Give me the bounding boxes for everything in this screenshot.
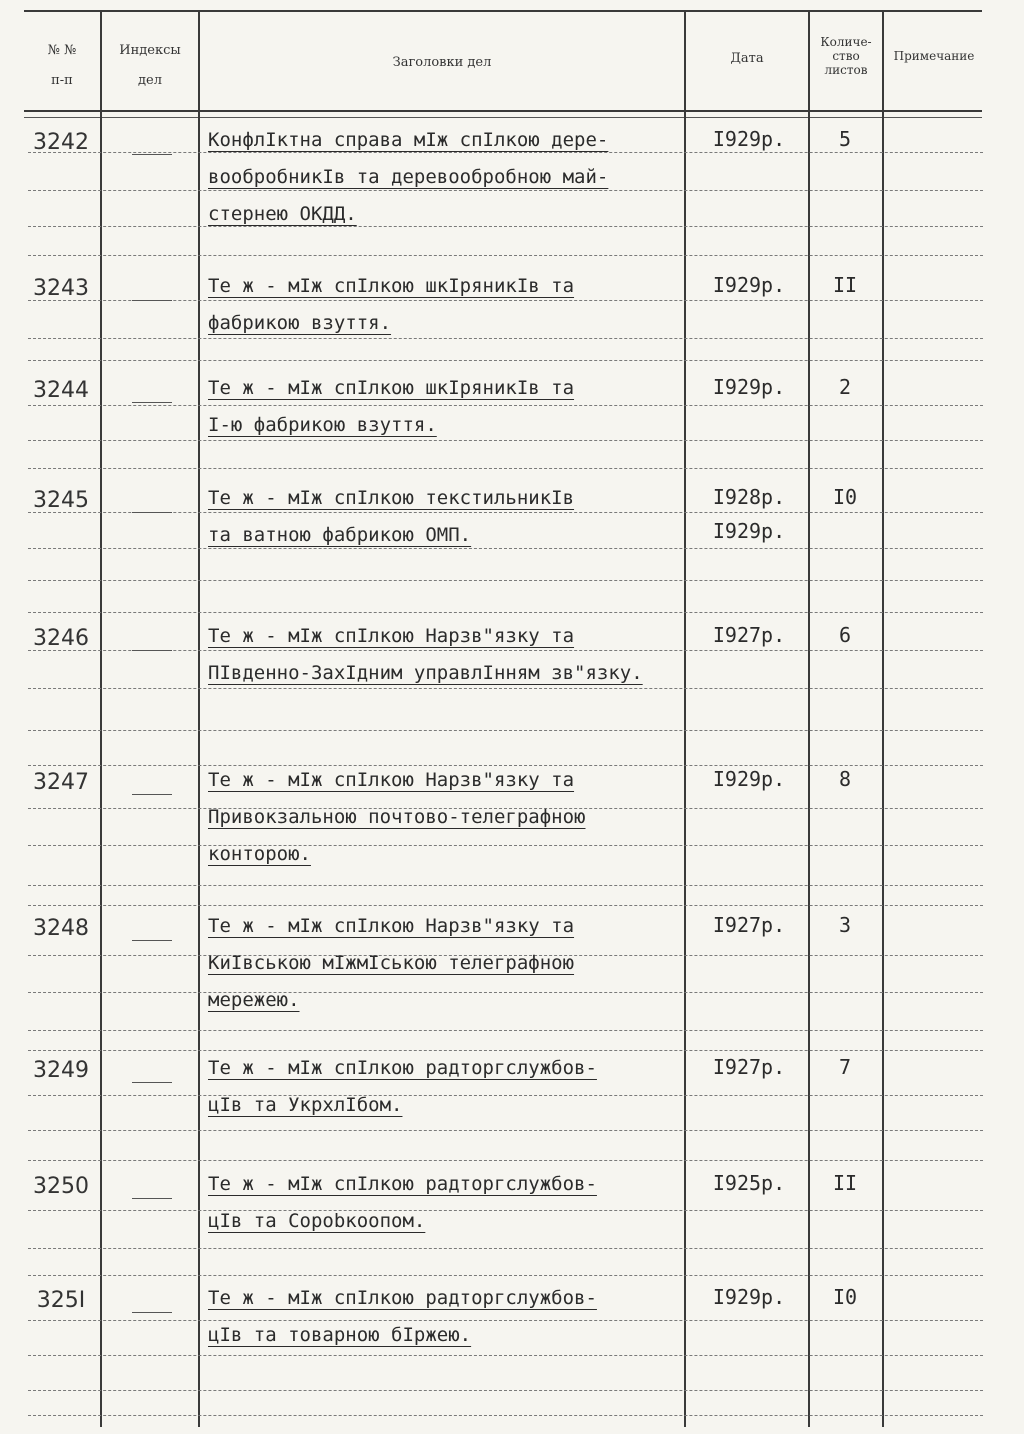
case-date [690,908,808,942]
row-ruling [28,468,983,469]
case-title-line: Те ж - мIж спIлкою радторгслужбов- [208,1287,597,1309]
case-date [690,1280,808,1314]
row-number: 3246 [33,626,89,651]
case-date-value: I928р. [712,485,786,509]
case-date-value: I929р. [712,127,786,151]
index-dash [132,154,172,155]
case-title-line: I-ю фабрикою взуття. [208,414,437,436]
row-ruling [28,885,983,886]
case-title-line: Те ж - мIж спIлкою Нарзв"язку та [208,915,575,937]
header-sheets-line1: Количе- [820,35,872,49]
header-bottom-rule-2 [24,117,982,118]
index-dash [132,794,172,795]
sheet-count: I0 [832,485,858,509]
case-date-value: I925р. [712,1171,786,1195]
case-title-line: цIв та УкрхлIбом. [208,1094,403,1116]
row-ruling [28,1275,983,1276]
row-number: 3245 [33,488,89,513]
case-date-value: I927р. [712,1055,786,1079]
case-title-line: КонфлIктна справа мIж спIлкою дере- [208,129,609,151]
case-title-line: мережею. [208,989,300,1011]
case-date-value: I927р. [712,623,786,647]
sheet-count: II [832,1171,858,1195]
row-ruling [28,905,983,906]
row-number: 3247 [33,770,89,795]
row-ruling [28,1355,983,1356]
row-number: 3249 [33,1058,89,1083]
sheet-count: II [832,273,858,297]
case-title-line: Те ж - мIж спIлкою шкIряникIв та [208,377,575,399]
row-number: 3248 [33,916,89,941]
row-ruling [28,580,983,581]
row-number: 3243 [33,276,89,301]
col-divider-date [808,12,810,1427]
row-ruling [28,612,983,613]
case-title-line: Те ж - мIж спIлкою радторгслужбов- [208,1173,597,1195]
header-sheets-line2: ство [832,48,860,63]
col-divider-index [198,12,200,1427]
header-notes: Примечание [893,49,975,63]
case-date [690,480,808,548]
case-title-line: Те ж - мIж спIлкою радторгслужбов- [208,1057,597,1079]
sheet-count: 8 [838,767,852,791]
index-dash [132,1198,172,1199]
case-title [208,618,688,692]
row-ruling [28,1248,983,1249]
case-date [690,762,808,796]
index-dash [132,1082,172,1083]
case-title [208,1050,688,1124]
case-title-line: Те ж - мIж спIлкою текстильникIв [208,487,575,509]
index-dash [132,650,172,651]
header-index-line2: дел [138,72,162,88]
sheet-count: 6 [838,623,852,647]
case-date [690,618,808,652]
header-title: Заголовки дел [392,55,492,70]
sheet-count: 5 [838,127,852,151]
case-title [208,122,688,233]
case-date-value: I929р. [712,767,786,791]
header-num-line2: п-п [51,72,73,88]
case-date-value: I929р. [712,375,786,399]
case-title [208,370,688,444]
case-title-line: конторою. [208,843,311,865]
case-date [690,268,808,302]
row-ruling [28,730,983,731]
case-title-line: Те ж - мIж спIлкою Нарзв"язку та [208,625,575,647]
row-ruling [28,360,983,361]
case-title [208,762,688,873]
row-number: 3242 [33,130,89,155]
case-title-line: та ватною фабрикою ОМП. [208,524,472,546]
col-divider-sheets [882,12,884,1427]
case-date-value: I929р. [712,1285,786,1309]
header-sheets [810,36,882,77]
row-ruling [28,255,983,256]
header-num [26,44,98,89]
case-title [208,1166,688,1240]
row-ruling [28,1415,983,1416]
sheet-count: 7 [838,1055,852,1079]
case-date [690,1166,808,1200]
case-title-line: ПIвденно-ЗахIдним управлIнням зв"язку. [208,662,643,684]
sheet-count: I0 [832,1285,858,1309]
header-sheets-line3: листов [824,62,868,77]
header-date: Дата [730,51,764,66]
case-date [690,1050,808,1084]
header-num-line1: № № [47,43,77,58]
row-number: 3250 [33,1174,89,1199]
col-divider-num [100,12,102,1427]
case-date [690,370,808,404]
top-rule [24,10,982,12]
case-title-line: КиIвською мIжмIською телеграфною [208,952,575,974]
sheet-count: 3 [838,913,852,937]
case-title-line: Привокзальною почтово-телеграфною [208,806,586,828]
index-dash [132,402,172,403]
case-title [208,908,688,1019]
index-dash [132,300,172,301]
header-index [102,44,198,89]
case-date-value: I927р. [712,913,786,937]
case-title-line: Те ж - мIж спIлкою Нарзв"язку та [208,769,575,791]
index-dash [132,512,172,513]
index-dash [132,940,172,941]
row-ruling [28,1130,983,1131]
case-title [208,268,688,342]
header-index-line1: Индексы [119,43,181,58]
row-ruling [28,1030,983,1031]
case-title-line: вообробникIв та деревообробною май- [208,166,609,188]
row-ruling [28,1160,983,1161]
case-title-line: Те ж - мIж спIлкою шкIряникIв та [208,275,575,297]
case-title [208,1280,688,1354]
case-date [690,122,808,156]
case-date-value: I929р. [712,519,786,543]
case-date-value: I929р. [712,273,786,297]
row-number: 3244 [33,378,89,403]
case-title-line: фабрикою взуття. [208,312,392,334]
index-dash [132,1312,172,1313]
row-ruling [28,1390,983,1391]
row-number: 325I [36,1288,86,1313]
case-title [208,480,688,554]
case-title-line: стернею ОКДД. [208,203,357,225]
sheet-count: 2 [838,375,852,399]
case-title-line: цIв та Сорobкоопом. [208,1210,426,1232]
header-bottom-rule [24,110,982,112]
case-title-line: цIв та товарною бIржею. [208,1324,472,1346]
